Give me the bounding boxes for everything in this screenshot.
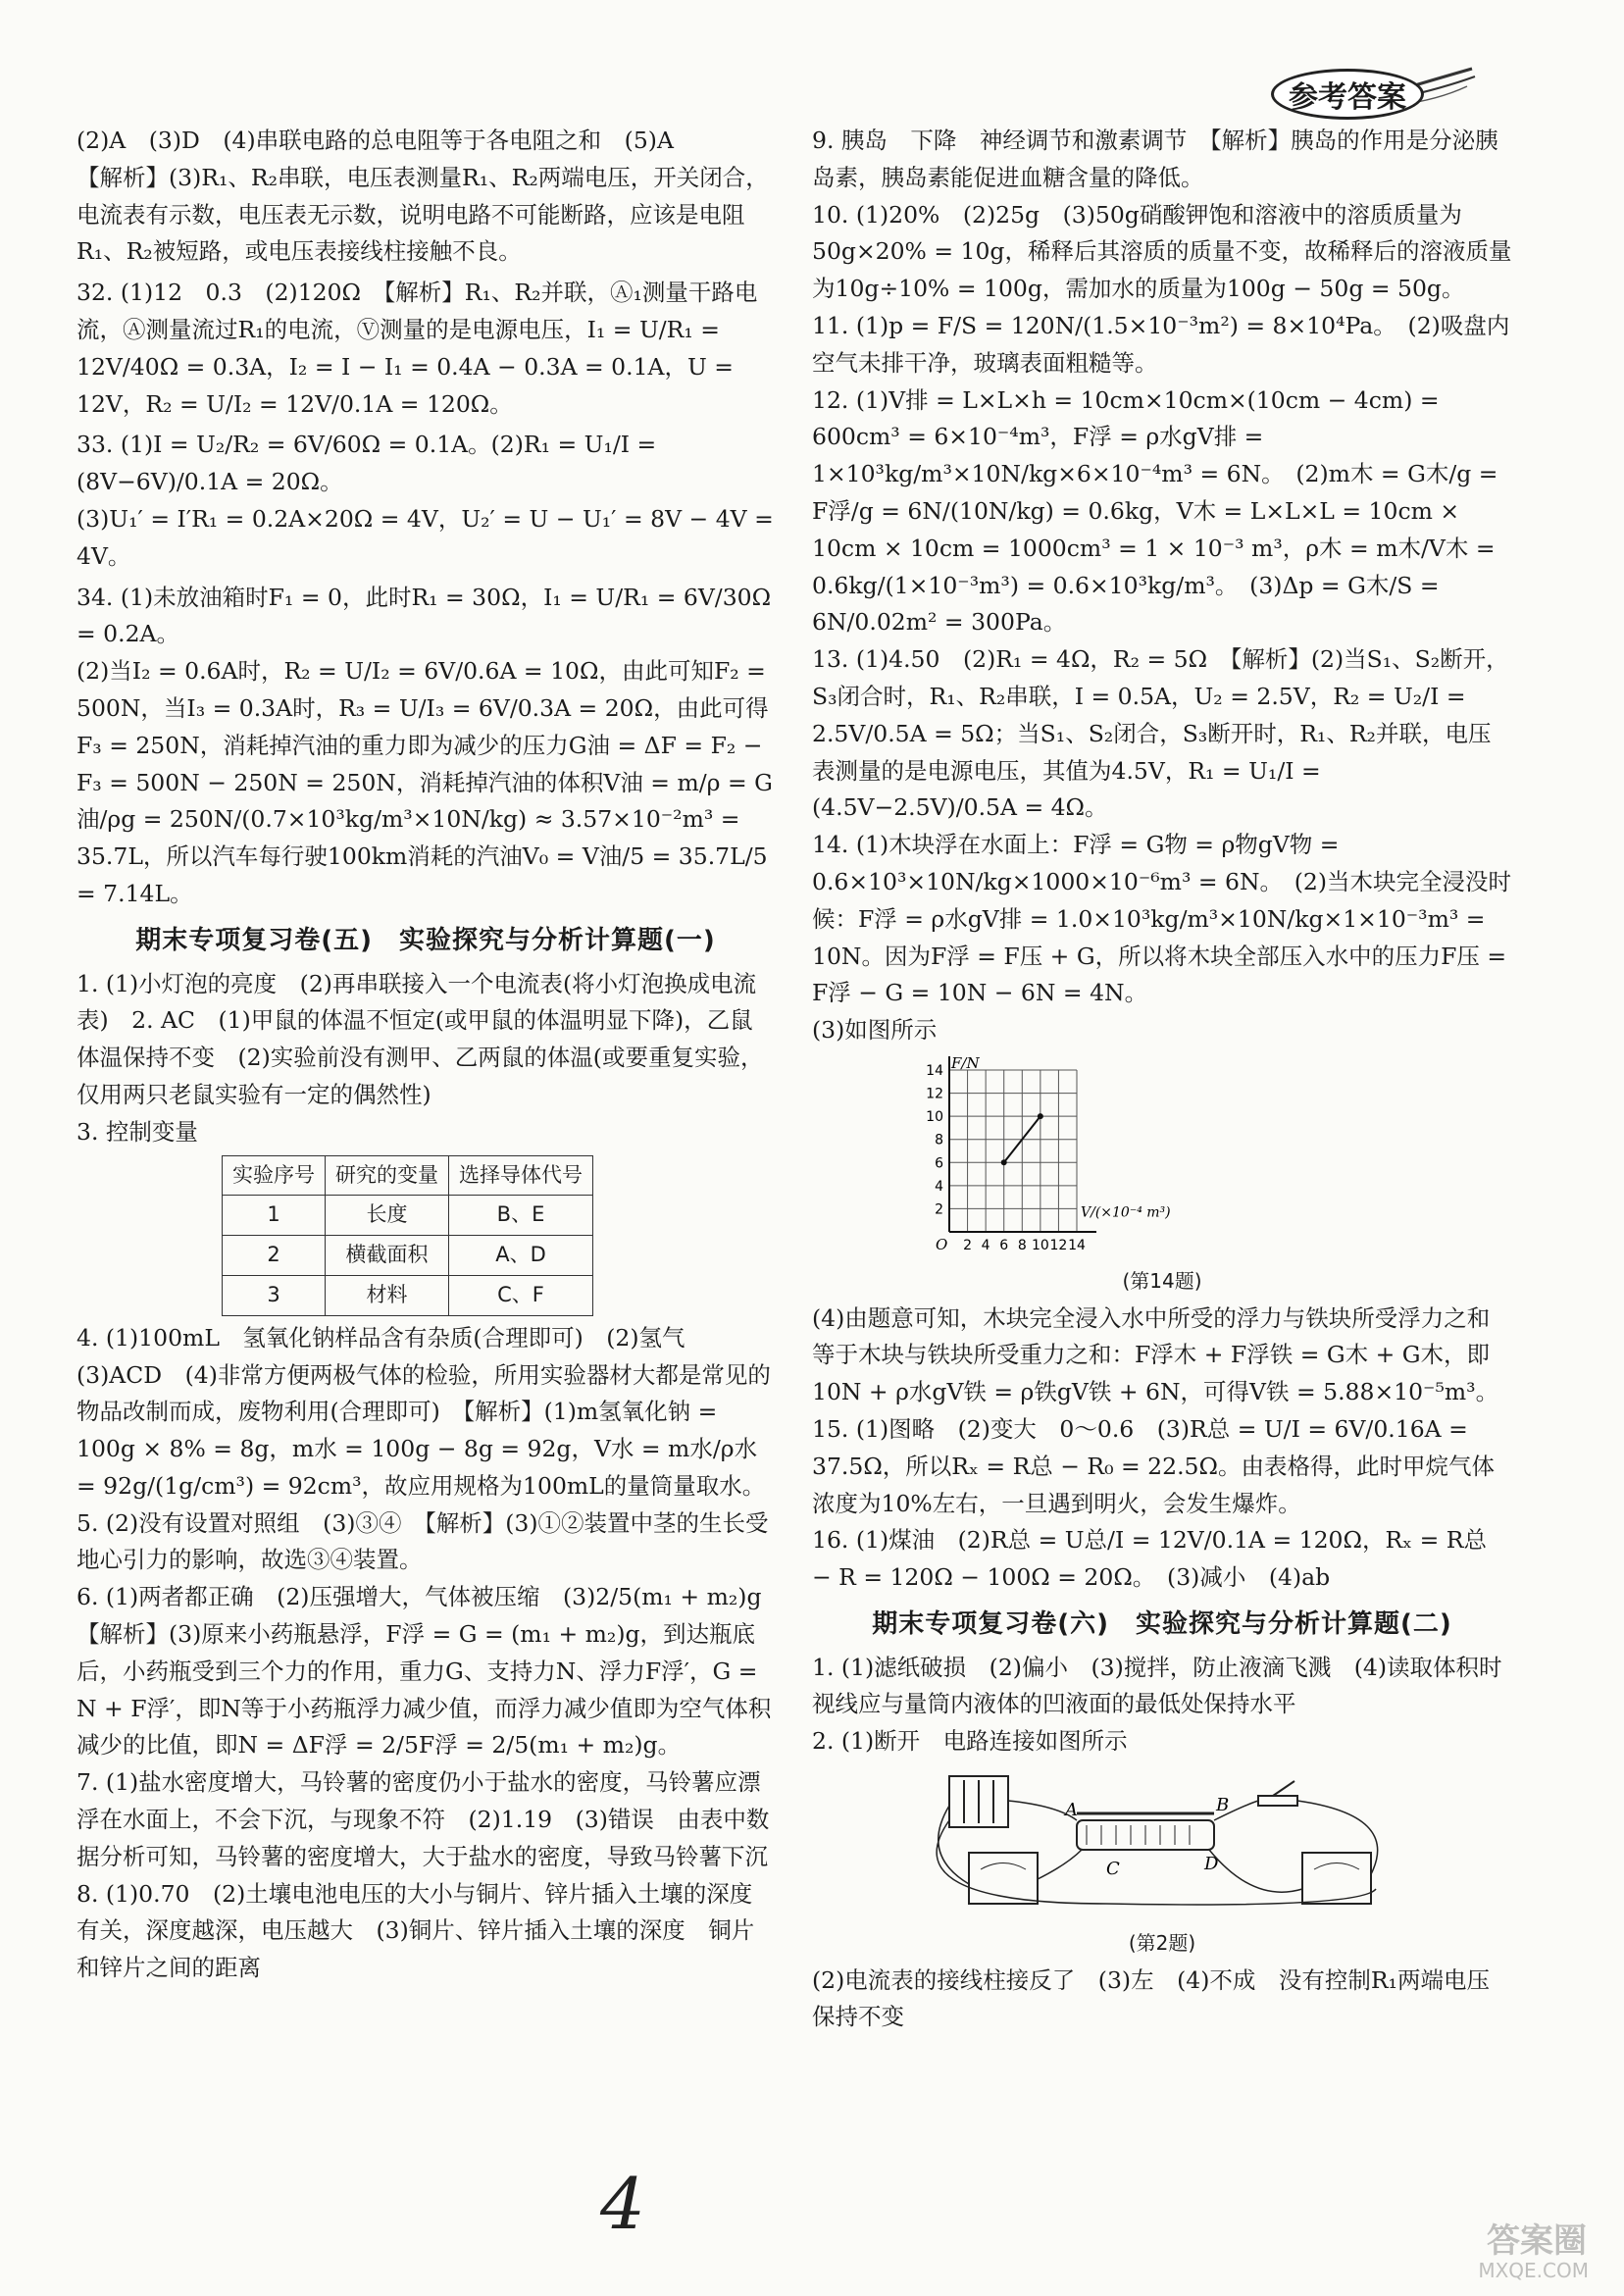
answer-34-2: (2)当I₂ = 0.6A时，R₂ = U/I₂ = 6V/0.6A = 10Ω，由此可知F₂ = 500N，当I₃ = 0.3A时，R₃ = U/I₃ = 6V/0.3A = 20Ω，由此可得F₃ = 250N，消耗掉汽油的重力即为减少的压力G油 = ΔF = F₂ − F₃ = 500N − 250N = 250N，消耗掉汽油的体积V油 = m/ρ = G油/ρg = 250N/(0.7×10³kg/m³×10N/kg) ≈ 3.57×10⁻²m³ = 35.7L，所以汽车每行驶100km消耗的汽油V₀ = V油/5 = 35.7L/5 = 7.14L。 xyxy=(76,657,773,907)
answer-33: 33. (1)I = U₂/R₂ = 6V/60Ω = 0.1A。(2)R₁ = U₁/I = (8V−6V)/0.1A = 20Ω。 xyxy=(76,431,657,496)
right-column xyxy=(812,123,1512,2036)
watermark-logo: 答案圈 xyxy=(1487,2221,1587,2261)
x-tick-label: 8 xyxy=(1017,1237,1027,1251)
answer-33-3: (3)U₁′ = I′R₁ = 0.2A×20Ω = 4V，U₂′ = U − U₁′ = 8V − 4V = 4V。 xyxy=(76,504,774,570)
label-B: B xyxy=(1216,1795,1230,1816)
s6-answer-2-more: (2)电流表的接线柱接反了 (3)左 (4)不成 没有控制R₁两端电压保持不变 xyxy=(812,1965,1490,2031)
table-cell: A、D xyxy=(449,1236,593,1276)
table-cell: C、F xyxy=(449,1275,593,1315)
origin-label: O xyxy=(936,1235,948,1251)
label-A: A xyxy=(1065,1800,1078,1821)
page-number: 4 xyxy=(600,2163,645,2245)
table-row xyxy=(223,1275,593,1315)
section5-title: 期末专项复习卷(五) 实验探究与分析计算题(一) xyxy=(135,925,716,955)
s5-answer-4: 4. (1)100mL 氢氧化钠样品含有杂质(合理即可) (2)氢气 (3)ACD (4)非常方便两极气体的检验，所用实验器材大都是常见的物品改制而成，废物利用(合理即可) 【解析】(1)m氢氧化钠 = 100g × 8% = 8g，m水 = 100g − 8g = 92g，V水 = m水/ρ水 = 92g/(1g/cm³) = 92cm³，故应用规格为100mL的量筒量取水。 xyxy=(76,1323,771,1500)
s5-answer-5: 5. (2)没有设置对照组 (3)③④ 【解析】(3)①②装置中茎的生长受地心引力的影响，故选③④装置。 xyxy=(76,1508,769,1574)
table-row xyxy=(223,1236,593,1276)
table-header: 选择导体代号 xyxy=(449,1155,593,1196)
force-volume-chart xyxy=(812,1055,1512,1251)
answer-31-analysis: 【解析】(3)R₁、R₂串联，电压表测量R₁、R₂两端电压，开关闭合，电流表有示数，电压表无示数，说明电路不可能断路，应该是电阻R₁、R₂被短路，或电压表接线柱接触不良。 xyxy=(76,163,769,266)
table-cell: 3 xyxy=(223,1275,326,1315)
table-header-row xyxy=(223,1155,593,1196)
x-tick-label: 10 xyxy=(1031,1237,1049,1251)
x-tick-label: 2 xyxy=(963,1237,973,1251)
s5-answer-1-2: 1. (1)小灯泡的亮度 (2)再串联接入一个电流表(将小灯泡换成电流表) 2. AC (1)甲鼠的体温不恒定(或甲鼠的体温明显下降)，乙鼠体温保持不变 (2)实验前没有测甲、乙两鼠的体温(或要重复实验，仅用两只老鼠实验有一定的偶然性) xyxy=(76,969,764,1108)
figure-2 xyxy=(812,1766,1512,1963)
s6-answer-2: 2. (1)断开 电路连接如图所示 xyxy=(812,1727,1128,1756)
answer-10: 10. (1)20% (2)25g (3)50g硝酸钾饱和溶液中的溶质质量为50g×20% = 10g，稀释后其溶质的质量不变，故稀释后的溶液质量为10g÷10% = 100g，需加水的质量为100g − 50g = 50g。 xyxy=(812,200,1512,303)
x-tick-label: 12 xyxy=(1049,1237,1068,1251)
label-C: C xyxy=(1106,1859,1120,1880)
answer-14-4: (4)由题意可知，木块完全浸入水中所受的浮力与铁块所受浮力之和等于木块与铁块所受重力之和：F浮木 + F浮铁 = G木 + G木，即10N + ρ水gV铁 = ρ铁gV铁 + 6N，可得V铁 = 5.88×10⁻⁵m³。 xyxy=(812,1303,1499,1406)
answer-11: 11. (1)p = F/S = 120N/(1.5×10⁻³m²) = 8×10⁴Pa。 (2)吸盘内空气未排干净，玻璃表面粗糙等。 xyxy=(812,311,1510,377)
circuit-diagram xyxy=(812,1766,1512,1913)
y-tick-label: 8 xyxy=(935,1132,943,1148)
s6-answer-1: 1. (1)滤纸破损 (2)偏小 (3)搅拌，防止液滴飞溅 (4)读取体积时视线应与量筒内液体的凹液面的最低处保持水平 xyxy=(812,1653,1502,1718)
label-D: D xyxy=(1204,1854,1219,1875)
figure-14-caption: (第14题) xyxy=(1122,1268,1202,1293)
table-cell: 2 xyxy=(223,1236,326,1276)
figure-14 xyxy=(812,1055,1512,1301)
watermark xyxy=(1400,2214,1597,2282)
s5-answer-7: 7. (1)盐水密度增大，马铃薯的密度仍小于盐水的密度，马铃薯应漂浮在水面上，不会下沉，与现象不符 (2)1.19 (3)错误 由表中数据分析可知，马铃薯的密度增大，大于盐水的密度，导致马铃薯下沉 xyxy=(76,1768,770,1870)
table-cell: 横截面积 xyxy=(326,1236,449,1276)
answer-31-cont: (2)A (3)D (4)串联电路的总电阻等于各电阻之和 (5)A xyxy=(76,127,674,154)
figure-2-caption: (第2题) xyxy=(1128,1930,1196,1955)
answer-34-1: 34. (1)未放油箱时F₁ = 0，此时R₁ = 30Ω，I₁ = U/R₁ = 6V/30Ω = 0.2A。 xyxy=(76,583,772,648)
switch-icon xyxy=(1258,1796,1297,1806)
answer-14: 14. (1)木块浮在水面上：F浮 = G物 = ρ物gV物 = 0.6×10³×10N/kg×1000×10⁻⁶m³ = 6N。 (2)当木块完全浸没时候：F浮 = ρ水gV排 = 1.0×10³kg/m³×10N/kg×1×10⁻³m³ = 10N。因为F浮 = F压 + G，所以将木块全部压入水中的压力F压 = F浮 − G = 10N − 6N = 4N。 xyxy=(812,831,1512,1007)
s5-answer-6: 6. (1)两者都正确 (2)压强增大，气体被压缩 (3)2/5(m₁ + m₂)g xyxy=(76,1583,762,1611)
table-cell: 材料 xyxy=(326,1275,449,1315)
x-tick-label: 4 xyxy=(981,1237,990,1251)
table-cell: 1 xyxy=(223,1196,326,1236)
x-axis-label: V/(×10⁻⁴ m³) xyxy=(1081,1204,1171,1221)
y-tick-label: 6 xyxy=(935,1155,943,1172)
answer-32: 32. (1)12 0.3 (2)120Ω 【解析】R₁、R₂并联，Ⓐ₁测量干路电流，Ⓐ测量流过R₁的电流，Ⓥ测量的是电源电压，I₁ = U/R₁ = 12V/40Ω = 0.3A，I₂ = I − I₁ = 0.4A − 0.3A = 0.1A，U = 12V，R₂ = U/I₂ = 12V/0.1A = 120Ω。 xyxy=(76,279,758,418)
answer-14-3: (3)如图所示 xyxy=(812,1016,938,1045)
answer-9: 9. 胰岛 下降 神经调节和激素调节 【解析】胰岛的作用是分泌胰岛素，胰岛素能促进血糖含量的降低。 xyxy=(812,127,1498,191)
y-tick-label: 4 xyxy=(935,1178,943,1195)
data-point xyxy=(1001,1159,1007,1165)
table-cell: B、E xyxy=(449,1196,593,1236)
s5-answer-8: 8. (1)0.70 (2)土壤电池电压的大小与铜片、锌片插入土壤的深度有关，深度越深，电压越大 (3)铜片、锌片插入土壤的深度 铜片和锌片之间的距离 xyxy=(76,1879,755,1982)
answer-16: 16. (1)煤油 (2)R总 = U总/I = 12V/0.1A = 120Ω，Rₓ = R总 − R = 120Ω − 100Ω = 20Ω。 (3)减小 (4)ab xyxy=(812,1526,1487,1592)
y-tick-label: 10 xyxy=(926,1109,943,1126)
section6-title: 期末专项复习卷(六) 实验探究与分析计算题(二) xyxy=(872,1608,1452,1639)
y-tick-label: 2 xyxy=(935,1201,943,1218)
x-tick-label: 6 xyxy=(999,1237,1009,1251)
answer-15: 15. (1)图略 (2)变大 0～0.6 (3)R总 = U/I = 6V/0.16A = 37.5Ω，所以Rₓ = R总 − R₀ = 22.5Ω。由表格得，此时甲烷气体浓度为10%左右，一旦遇到明火，会发生爆炸。 xyxy=(812,1414,1495,1517)
badge-text: 参考答案 xyxy=(1271,69,1424,120)
answer-key-badge xyxy=(1251,61,1477,129)
left-column xyxy=(76,123,775,1987)
table-cell: 长度 xyxy=(326,1196,449,1236)
table-header: 实验序号 xyxy=(223,1155,326,1196)
answer-12: 12. (1)V排 = L×L×h = 10cm×10cm×(10cm − 4cm) = 600cm³ = 6×10⁻⁴m³，F浮 = ρ水gV排 = 1×10³kg/m³×10N/kg×6×10⁻⁴m³ = 6N。 (2)m木 = G木/g = F浮/g = 6N/(10N/kg) = 0.6kg，V木 = L×L×L = 10cm × 10cm × 10cm = 1000cm³ = 1 × 10⁻³ m³，ρ木 = m木/V木 = 0.6kg/(1×10⁻³m³) = 0.6×10³kg/m³。 (3)Δp = G木/S = 6N/0.02m² = 300Pa。 xyxy=(812,385,1498,637)
s5-answer-3-label: 3. 控制变量 xyxy=(76,1117,198,1146)
variables-table xyxy=(222,1155,593,1316)
watermark-url: MXQE.COM xyxy=(1478,2259,1589,2282)
table-row xyxy=(223,1196,593,1236)
answer-13: 13. (1)4.50 (2)R₁ = 4Ω，R₂ = 5Ω 【解析】(2)当S₁、S₂断开，S₃闭合时，R₁、R₂串联，I = 0.5A，U₂ = 2.5V，R₂ = U₂/I = 2.5V/0.5A = 5Ω；当S₁、S₂闭合，S₃断开时，R₁、R₂并联，电压表测量的是电源电压，其值为4.5V，R₁ = U₁/I = (4.5V−2.5V)/0.5A = 4Ω。 xyxy=(812,645,1509,822)
table-header: 研究的变量 xyxy=(326,1155,449,1196)
s5-answer-6-analysis: 【解析】(3)原来小药瓶悬浮，F浮 = G = (m₁ + m₂)g，到达瓶底后，小药瓶受到三个力的作用，重力G、支持力N、浮力F浮′，G = N + F浮′，即N等于小药瓶浮力减少值，而浮力减少值即为空气体积减少的比值，即N = ΔF浮 = 2/5F浮 = 2/5(m₁ + m₂)g。 xyxy=(76,1620,772,1760)
data-point xyxy=(1038,1113,1043,1119)
y-tick-label: 12 xyxy=(926,1086,943,1102)
y-tick-label: 14 xyxy=(926,1062,943,1079)
x-tick-label: 14 xyxy=(1068,1237,1086,1251)
y-axis-label: F/N xyxy=(951,1054,980,1072)
